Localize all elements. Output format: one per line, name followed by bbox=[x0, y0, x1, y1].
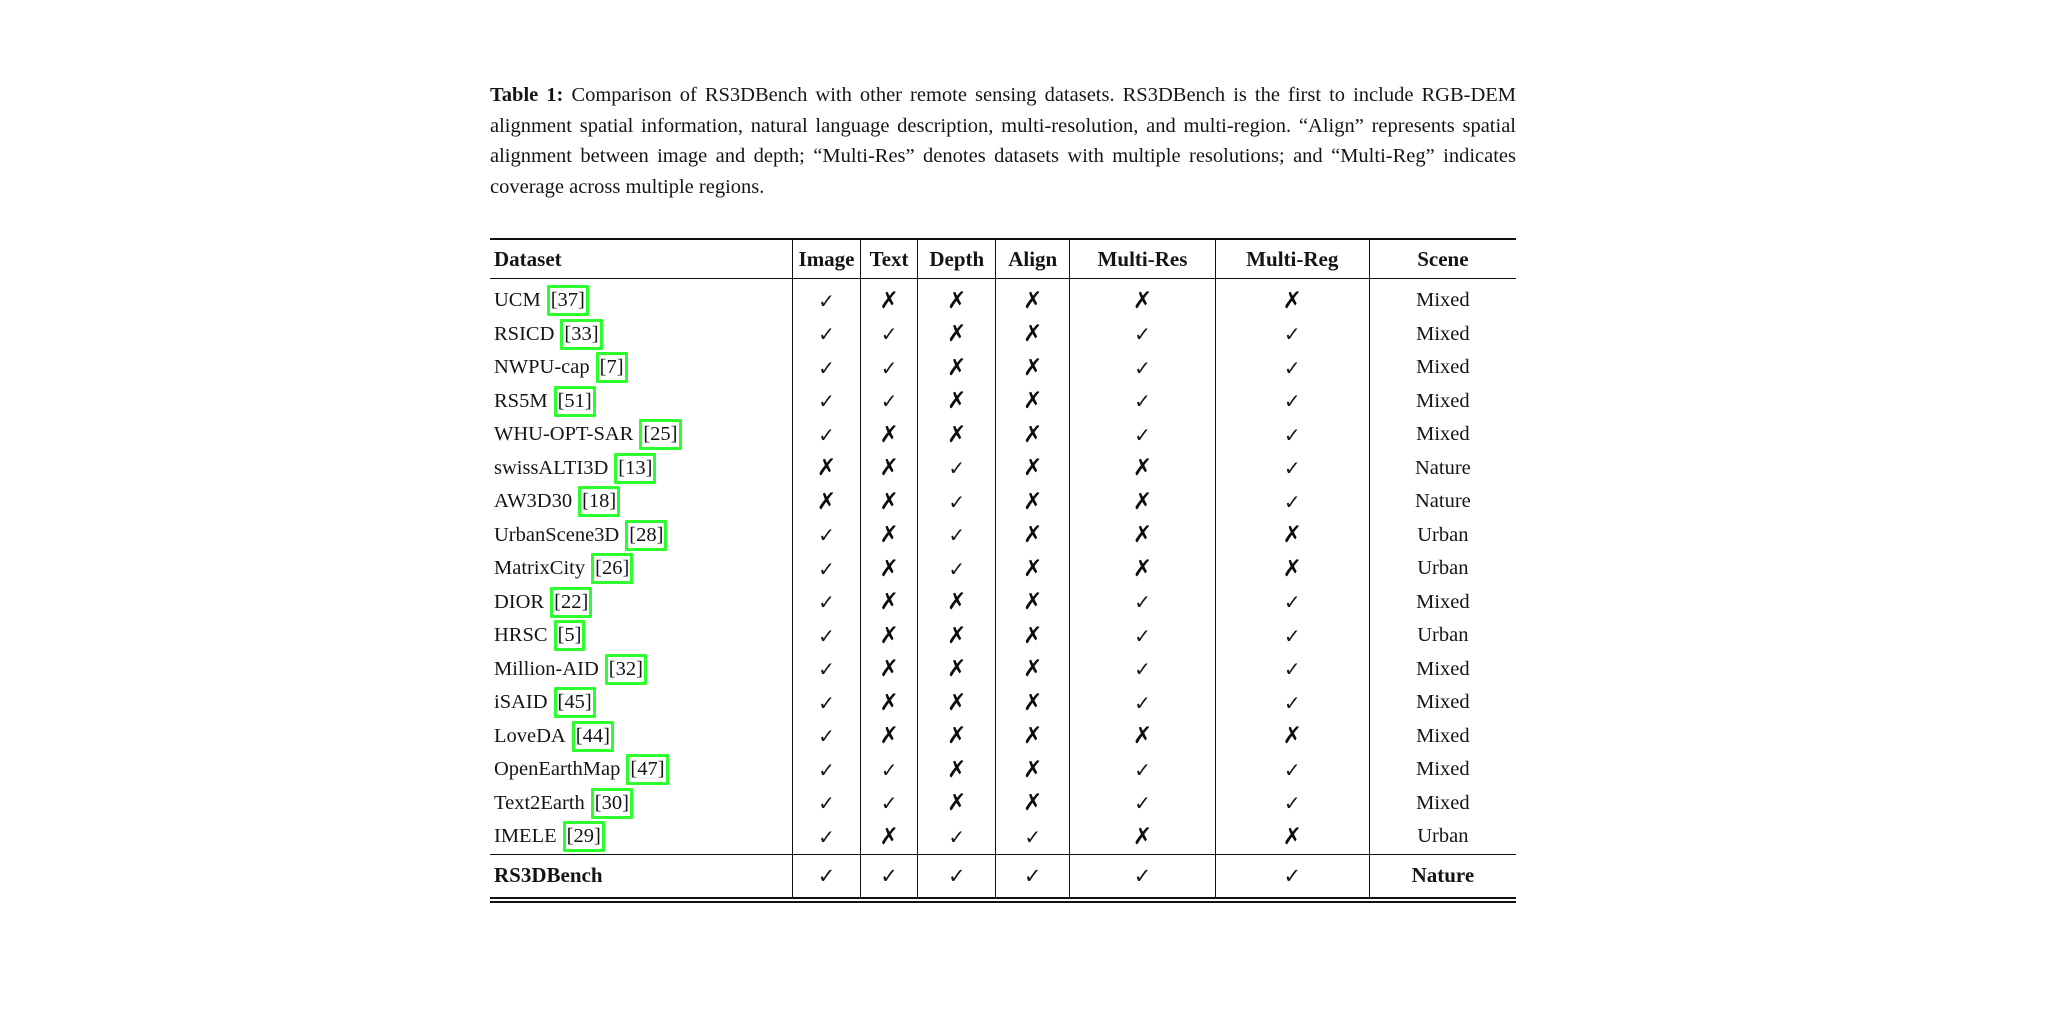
scene-value: Mixed bbox=[1416, 724, 1470, 747]
column-header-dataset: Dataset bbox=[490, 239, 793, 279]
cross-mark: ✗ bbox=[860, 452, 917, 486]
check-mark: ✓ bbox=[1070, 686, 1216, 720]
rs3dbench-row bbox=[490, 854, 1516, 900]
citation-open-bracket: [ bbox=[550, 289, 558, 312]
check-mark: ✓ bbox=[1215, 418, 1369, 452]
check-mark: ✓ bbox=[860, 385, 917, 419]
check-mark: ✓ bbox=[1070, 351, 1216, 385]
citation-number: 51 bbox=[564, 389, 585, 412]
cross-mark: ✗ bbox=[1215, 720, 1369, 754]
citation-link[interactable] bbox=[626, 754, 668, 785]
table-row bbox=[490, 351, 1516, 385]
table-row bbox=[490, 820, 1516, 854]
column-header-text: Text bbox=[860, 239, 917, 279]
check-mark: ✓ bbox=[918, 485, 996, 519]
column-header-multi-res: Multi-Res bbox=[1070, 239, 1216, 279]
citation-close-bracket: ] bbox=[616, 356, 624, 379]
table-row bbox=[490, 418, 1516, 452]
dataset-name: MatrixCity bbox=[494, 557, 586, 580]
dataset-name: Text2Earth bbox=[494, 791, 585, 814]
cross-mark: ✗ bbox=[1215, 820, 1369, 854]
dataset-name-cell bbox=[490, 854, 793, 900]
check-mark: ✓ bbox=[1215, 686, 1369, 720]
cross-mark: ✗ bbox=[793, 485, 861, 519]
scene-value: Mixed bbox=[1416, 423, 1470, 446]
cross-mark: ✗ bbox=[1070, 720, 1216, 754]
citation-number: 25 bbox=[650, 423, 671, 446]
scene-value: Nature bbox=[1414, 456, 1471, 479]
citation-link[interactable] bbox=[591, 788, 633, 819]
cross-mark: ✗ bbox=[1070, 519, 1216, 553]
dataset-name: NWPU-cap bbox=[494, 356, 590, 379]
check-mark: ✓ bbox=[860, 351, 917, 385]
citation-open-bracket: [ bbox=[557, 691, 565, 714]
cross-mark: ✗ bbox=[1215, 519, 1369, 553]
dataset-name-cell bbox=[490, 653, 793, 687]
table-row bbox=[490, 552, 1516, 586]
check-mark: ✓ bbox=[1215, 485, 1369, 519]
scene-cell bbox=[1369, 318, 1516, 352]
check-mark: ✓ bbox=[793, 753, 861, 787]
cross-mark: ✗ bbox=[996, 279, 1070, 318]
cross-mark: ✗ bbox=[918, 720, 996, 754]
check-mark: ✓ bbox=[793, 787, 861, 821]
cross-mark: ✗ bbox=[860, 720, 917, 754]
cross-mark: ✗ bbox=[996, 619, 1070, 653]
scene-cell bbox=[1369, 820, 1516, 854]
check-mark: ✓ bbox=[1070, 854, 1216, 900]
citation-number: 29 bbox=[573, 825, 594, 848]
scene-value: Urban bbox=[1417, 825, 1469, 848]
check-mark: ✓ bbox=[1070, 787, 1216, 821]
citation-number: 45 bbox=[564, 691, 585, 714]
citation-number: 18 bbox=[588, 490, 610, 513]
dataset-name: DIOR bbox=[494, 590, 545, 613]
cross-mark: ✗ bbox=[996, 753, 1070, 787]
column-header-scene: Scene bbox=[1369, 239, 1516, 279]
table-row bbox=[490, 586, 1516, 620]
check-mark: ✓ bbox=[1070, 318, 1216, 352]
cross-mark: ✗ bbox=[860, 552, 917, 586]
scene-cell bbox=[1369, 351, 1516, 385]
dataset-name-cell bbox=[490, 586, 793, 620]
cross-mark: ✗ bbox=[1070, 452, 1216, 486]
cross-mark: ✗ bbox=[860, 820, 917, 854]
citation-close-bracket: ] bbox=[578, 289, 585, 312]
cross-mark: ✗ bbox=[860, 418, 917, 452]
check-mark: ✓ bbox=[793, 552, 861, 586]
check-mark: ✓ bbox=[918, 854, 996, 900]
citation-link[interactable] bbox=[563, 821, 605, 852]
table-row bbox=[490, 619, 1516, 653]
citation-number: 47 bbox=[637, 758, 658, 781]
scene-value: Nature bbox=[1414, 490, 1471, 513]
dataset-name-cell bbox=[490, 452, 793, 486]
check-mark: ✓ bbox=[1215, 351, 1369, 385]
citation-number: 33 bbox=[571, 322, 592, 345]
table-row bbox=[490, 385, 1516, 419]
scene-value: Mixed bbox=[1416, 758, 1470, 781]
citation-open-bracket: [ bbox=[618, 456, 626, 479]
scene-cell bbox=[1369, 586, 1516, 620]
citation-close-bracket: ] bbox=[636, 657, 643, 680]
table-row bbox=[490, 686, 1516, 720]
check-mark: ✓ bbox=[793, 385, 861, 419]
citation-open-bracket: [ bbox=[643, 423, 651, 446]
citation-link[interactable] bbox=[554, 620, 586, 651]
scene-value: Mixed bbox=[1416, 590, 1470, 613]
dataset-name: IMELE bbox=[494, 825, 557, 848]
scene-cell bbox=[1369, 653, 1516, 687]
citation-link[interactable] bbox=[605, 654, 647, 685]
table-header bbox=[490, 239, 1516, 279]
dataset-name: iSAID bbox=[494, 691, 548, 714]
dataset-name: RSICD bbox=[494, 322, 555, 345]
dataset-name-cell bbox=[490, 279, 793, 318]
scene-cell bbox=[1369, 452, 1516, 486]
scene-value: Mixed bbox=[1416, 389, 1470, 412]
scene-cell bbox=[1369, 619, 1516, 653]
dataset-name-cell bbox=[490, 753, 793, 787]
dataset-name-cell bbox=[490, 619, 793, 653]
check-mark: ✓ bbox=[918, 452, 996, 486]
dataset-name: UrbanScene3D bbox=[494, 523, 620, 546]
citation-link[interactable] bbox=[554, 687, 596, 718]
dataset-name-cell bbox=[490, 385, 793, 419]
table-row bbox=[490, 318, 1516, 352]
citation-number: 28 bbox=[636, 523, 657, 546]
scene-cell bbox=[1369, 787, 1516, 821]
cross-mark: ✗ bbox=[860, 279, 917, 318]
check-mark: ✓ bbox=[996, 854, 1070, 900]
dataset-name-cell bbox=[490, 787, 793, 821]
cross-mark: ✗ bbox=[860, 586, 917, 620]
check-mark: ✓ bbox=[1070, 418, 1216, 452]
citation-open-bracket: [ bbox=[608, 657, 616, 680]
citation-close-bracket: ] bbox=[622, 791, 629, 814]
cross-mark: ✗ bbox=[860, 485, 917, 519]
citation-close-bracket: ] bbox=[645, 456, 653, 479]
column-header-depth: Depth bbox=[918, 239, 996, 279]
citation-close-bracket: ] bbox=[574, 624, 582, 647]
cross-mark: ✗ bbox=[1070, 279, 1216, 318]
cross-mark: ✗ bbox=[918, 619, 996, 653]
check-mark: ✓ bbox=[1215, 318, 1369, 352]
cross-mark: ✗ bbox=[918, 318, 996, 352]
dataset-name: HRSC bbox=[494, 624, 548, 647]
check-mark: ✓ bbox=[1215, 586, 1369, 620]
citation-link[interactable] bbox=[639, 419, 681, 450]
cross-mark: ✗ bbox=[1070, 820, 1216, 854]
header-row bbox=[490, 239, 1516, 279]
dataset-name: AW3D30 bbox=[494, 490, 573, 513]
citation-close-bracket: ] bbox=[581, 590, 589, 613]
scene-value: Mixed bbox=[1416, 356, 1470, 379]
scene-cell bbox=[1369, 552, 1516, 586]
check-mark: ✓ bbox=[793, 686, 861, 720]
scene-cell bbox=[1369, 519, 1516, 553]
column-header-multi-reg: Multi-Reg bbox=[1215, 239, 1369, 279]
citation-open-bracket: [ bbox=[557, 624, 565, 647]
check-mark: ✓ bbox=[1215, 385, 1369, 419]
scene-value: Urban bbox=[1417, 523, 1469, 546]
cross-mark: ✗ bbox=[996, 452, 1070, 486]
cross-mark: ✗ bbox=[918, 385, 996, 419]
cross-mark: ✗ bbox=[996, 552, 1070, 586]
citation-open-bracket: [ bbox=[594, 791, 602, 814]
dataset-name-cell bbox=[490, 519, 793, 553]
dataset-name: OpenEarthMap bbox=[494, 758, 621, 781]
paper-content bbox=[490, 80, 1516, 903]
citation-number: 37 bbox=[557, 289, 579, 312]
citation-open-bracket: [ bbox=[595, 557, 602, 580]
check-mark: ✓ bbox=[860, 787, 917, 821]
check-mark: ✓ bbox=[1215, 653, 1369, 687]
scene-cell bbox=[1369, 485, 1516, 519]
dataset-name-cell bbox=[490, 686, 793, 720]
citation-link[interactable] bbox=[591, 553, 633, 584]
scene-value: Mixed bbox=[1416, 322, 1470, 345]
citation-open-bracket: [ bbox=[554, 590, 561, 613]
table-body bbox=[490, 279, 1516, 855]
citation-link[interactable] bbox=[560, 319, 602, 350]
check-mark: ✓ bbox=[1070, 753, 1216, 787]
scene-value: Mixed bbox=[1416, 657, 1470, 680]
citation-open-bracket: [ bbox=[557, 389, 565, 412]
check-mark: ✓ bbox=[1070, 653, 1216, 687]
table-row bbox=[490, 485, 1516, 519]
check-mark: ✓ bbox=[793, 318, 861, 352]
cross-mark: ✗ bbox=[860, 653, 917, 687]
check-mark: ✓ bbox=[918, 519, 996, 553]
citation-close-bracket: ] bbox=[584, 389, 592, 412]
dataset-name: Million-AID bbox=[494, 657, 599, 680]
check-mark: ✓ bbox=[918, 552, 996, 586]
cross-mark: ✗ bbox=[996, 586, 1070, 620]
check-mark: ✓ bbox=[996, 820, 1070, 854]
cross-mark: ✗ bbox=[918, 279, 996, 318]
cross-mark: ✗ bbox=[918, 586, 996, 620]
cross-mark: ✗ bbox=[996, 318, 1070, 352]
check-mark: ✓ bbox=[1215, 787, 1369, 821]
citation-number: 32 bbox=[615, 657, 637, 680]
comparison-table bbox=[490, 238, 1516, 903]
caption-label: Table 1: bbox=[490, 84, 564, 106]
check-mark: ✓ bbox=[1215, 452, 1369, 486]
check-mark: ✓ bbox=[860, 318, 917, 352]
table-row bbox=[490, 452, 1516, 486]
citation-link[interactable] bbox=[550, 587, 592, 618]
citation-close-bracket: ] bbox=[584, 691, 592, 714]
citation-number: 22 bbox=[560, 590, 582, 613]
scene-value: Mixed bbox=[1416, 691, 1470, 714]
dataset-name-cell bbox=[490, 418, 793, 452]
scene-cell bbox=[1369, 418, 1516, 452]
cross-mark: ✗ bbox=[918, 418, 996, 452]
check-mark: ✓ bbox=[793, 653, 861, 687]
check-mark: ✓ bbox=[793, 619, 861, 653]
check-mark: ✓ bbox=[860, 753, 917, 787]
table-row bbox=[490, 720, 1516, 754]
citation-number: 13 bbox=[625, 456, 646, 479]
dataset-name: RS5M bbox=[494, 389, 548, 412]
check-mark: ✓ bbox=[793, 418, 861, 452]
citation-link[interactable] bbox=[547, 285, 589, 316]
check-mark: ✓ bbox=[793, 351, 861, 385]
citation-link[interactable] bbox=[614, 453, 656, 484]
check-mark: ✓ bbox=[793, 519, 861, 553]
dataset-name: RS3DBench bbox=[494, 863, 603, 887]
check-mark: ✓ bbox=[1070, 586, 1216, 620]
citation-close-bracket: ] bbox=[603, 724, 610, 747]
dataset-name: swissALTI3D bbox=[494, 456, 609, 479]
cross-mark: ✗ bbox=[996, 418, 1070, 452]
column-header-image: Image bbox=[793, 239, 861, 279]
table-footer bbox=[490, 854, 1516, 900]
caption-text: Comparison of RS3DBench with other remote sensing datasets. RS3DBench is the first to include RGB-DEM alignment spatial information, natural language description, multi-resolution, and multi-region. “Align” represents spatial alignment between image and depth; “Multi-Res” denotes datasets with multiple resolutions; and “Multi-Reg” indicates coverage across multiple regions. bbox=[490, 84, 1516, 198]
cross-mark: ✗ bbox=[996, 351, 1070, 385]
citation-close-bracket: ] bbox=[622, 557, 630, 580]
table-row bbox=[490, 279, 1516, 318]
dataset-name-cell bbox=[490, 485, 793, 519]
check-mark: ✓ bbox=[918, 820, 996, 854]
citation-number: 30 bbox=[601, 791, 623, 814]
cross-mark: ✗ bbox=[918, 686, 996, 720]
citation-open-bracket: [ bbox=[599, 356, 607, 379]
table-caption bbox=[490, 80, 1516, 202]
scene-value: Urban bbox=[1417, 557, 1469, 580]
citation-close-bracket: ] bbox=[609, 490, 617, 513]
check-mark: ✓ bbox=[793, 720, 861, 754]
dataset-name: LoveDA bbox=[494, 724, 566, 747]
scene-value: Mixed bbox=[1416, 791, 1470, 814]
cross-mark: ✗ bbox=[793, 452, 861, 486]
citation-open-bracket: [ bbox=[575, 724, 583, 747]
cross-mark: ✗ bbox=[860, 686, 917, 720]
dataset-name: UCM bbox=[494, 289, 541, 312]
citation-close-bracket: ] bbox=[657, 758, 665, 781]
check-mark: ✓ bbox=[1070, 385, 1216, 419]
dataset-name-cell bbox=[490, 820, 793, 854]
cross-mark: ✗ bbox=[996, 653, 1070, 687]
cross-mark: ✗ bbox=[1215, 279, 1369, 318]
citation-number: 7 bbox=[606, 356, 617, 379]
scene-cell bbox=[1369, 686, 1516, 720]
table-row bbox=[490, 519, 1516, 553]
check-mark: ✓ bbox=[793, 586, 861, 620]
dataset-name: WHU-OPT-SAR bbox=[494, 423, 634, 446]
check-mark: ✓ bbox=[793, 820, 861, 854]
cross-mark: ✗ bbox=[860, 519, 917, 553]
scene-value: Urban bbox=[1417, 624, 1469, 647]
scene-cell bbox=[1369, 854, 1516, 900]
scene-cell bbox=[1369, 279, 1516, 318]
cross-mark: ✗ bbox=[996, 485, 1070, 519]
cross-mark: ✗ bbox=[996, 720, 1070, 754]
citation-close-bracket: ] bbox=[593, 825, 601, 848]
cross-mark: ✗ bbox=[996, 519, 1070, 553]
table-row bbox=[490, 753, 1516, 787]
cross-mark: ✗ bbox=[918, 787, 996, 821]
citation-link[interactable] bbox=[596, 352, 628, 383]
citation-link[interactable] bbox=[578, 486, 620, 517]
dataset-name-cell bbox=[490, 552, 793, 586]
citation-close-bracket: ] bbox=[670, 423, 678, 446]
citation-close-bracket: ] bbox=[591, 322, 599, 345]
citation-open-bracket: [ bbox=[566, 825, 574, 848]
cross-mark: ✗ bbox=[918, 653, 996, 687]
check-mark: ✓ bbox=[1070, 619, 1216, 653]
cross-mark: ✗ bbox=[996, 385, 1070, 419]
dataset-name-cell bbox=[490, 720, 793, 754]
citation-open-bracket: [ bbox=[564, 322, 572, 345]
scene-cell bbox=[1369, 720, 1516, 754]
table-row bbox=[490, 653, 1516, 687]
scene-cell bbox=[1369, 385, 1516, 419]
cross-mark: ✗ bbox=[1070, 552, 1216, 586]
citation-number: 5 bbox=[564, 624, 575, 647]
scene-value: Nature bbox=[1411, 863, 1475, 887]
check-mark: ✓ bbox=[1215, 753, 1369, 787]
citation-number: 26 bbox=[601, 557, 623, 580]
cross-mark: ✗ bbox=[918, 753, 996, 787]
check-mark: ✓ bbox=[793, 854, 861, 900]
check-mark: ✓ bbox=[1215, 619, 1369, 653]
scene-cell bbox=[1369, 753, 1516, 787]
dataset-name-cell bbox=[490, 318, 793, 352]
citation-open-bracket: [ bbox=[582, 490, 589, 513]
check-mark: ✓ bbox=[1215, 854, 1369, 900]
citation-link[interactable] bbox=[554, 386, 596, 417]
citation-link[interactable] bbox=[572, 721, 614, 752]
cross-mark: ✗ bbox=[860, 619, 917, 653]
citation-open-bracket: [ bbox=[630, 758, 638, 781]
citation-number: 44 bbox=[582, 724, 604, 747]
check-mark: ✓ bbox=[793, 279, 861, 318]
citation-close-bracket: ] bbox=[656, 523, 664, 546]
table-row bbox=[490, 787, 1516, 821]
cross-mark: ✗ bbox=[996, 686, 1070, 720]
column-header-align: Align bbox=[996, 239, 1070, 279]
citation-open-bracket: [ bbox=[629, 523, 637, 546]
citation-link[interactable] bbox=[625, 520, 667, 551]
cross-mark: ✗ bbox=[918, 351, 996, 385]
dataset-name-cell bbox=[490, 351, 793, 385]
cross-mark: ✗ bbox=[1215, 552, 1369, 586]
cross-mark: ✗ bbox=[996, 787, 1070, 821]
cross-mark: ✗ bbox=[1070, 485, 1216, 519]
check-mark: ✓ bbox=[860, 854, 917, 900]
scene-value: Mixed bbox=[1416, 289, 1470, 312]
